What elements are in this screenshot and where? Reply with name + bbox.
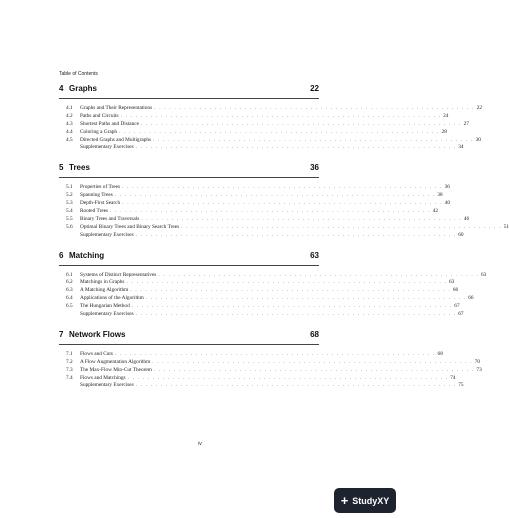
toc-entry[interactable] bbox=[59, 295, 474, 303]
section-page: 42 bbox=[432, 208, 438, 215]
section-page: 38 bbox=[437, 192, 443, 199]
badge-label: StudyXY bbox=[352, 495, 390, 506]
chapter-title: Matching bbox=[69, 250, 105, 260]
toc-entry[interactable] bbox=[59, 200, 451, 208]
toc-entry[interactable] bbox=[59, 311, 464, 319]
chapter-page: 63 bbox=[310, 250, 319, 260]
section-page: 68 bbox=[437, 350, 443, 357]
dot-leader: . . . . . . . . . . . . . . . . . . . . . . . . . . . . . . . . . . . . . . . . . . . . . . . . . . . . . . . . . . . . . . . . bbox=[181, 223, 502, 230]
section-page: 30 bbox=[475, 136, 481, 143]
section-page: 46 bbox=[463, 215, 470, 222]
chapter-title-group bbox=[59, 163, 90, 173]
section-title: Systems of Distinct Representatives bbox=[80, 271, 157, 278]
section-page: 73 bbox=[476, 366, 482, 373]
section-title: Rooted Trees bbox=[80, 208, 109, 215]
toc-entry[interactable] bbox=[59, 279, 455, 287]
dot-leader: . . . . . . . . . . . . . . . . . . . . . . . . . . . . . . . . . . . . . . . . . . . . . . . . . . . . . . . . . . . . . . . . bbox=[126, 279, 448, 286]
dot-leader: . . . . . . . . . . . . . . . . . . . . . . . . . . . . . . . . . . . . . . . . . . . . . . . . . . . . . . . . . . . . . . . . bbox=[130, 287, 451, 294]
toc-entry[interactable] bbox=[59, 128, 447, 137]
section-number: 4.4 bbox=[66, 128, 73, 135]
section-number: 6.5 bbox=[66, 303, 73, 310]
section-page: 22 bbox=[476, 105, 483, 111]
chapter-page: 36 bbox=[310, 163, 319, 173]
toc-entry[interactable] bbox=[59, 303, 460, 311]
toc-entry[interactable] bbox=[59, 105, 483, 113]
section-number: 7.4 bbox=[66, 374, 73, 381]
toc-entry[interactable] bbox=[59, 208, 438, 216]
section-title: The Hungarian Method bbox=[80, 303, 130, 310]
dot-leader: . . . . . . . . . . . . . . . . . . . . . . . . . . . . . . . . . . . . . . . . . . . . . . . . . . . . . . . . . . . . . . . . bbox=[153, 136, 474, 143]
chapter-section bbox=[59, 329, 482, 390]
studyxy-badge[interactable] bbox=[334, 488, 396, 513]
chapter-heading[interactable] bbox=[59, 84, 319, 99]
section-page: 66 bbox=[468, 295, 474, 302]
chapter-title-group bbox=[59, 84, 97, 94]
section-title: Applications of the Algorithm bbox=[80, 295, 144, 302]
dot-leader: . . . . . . . . . . . . . . . . . . . . . . . . . . . . . . . . . . . . . . . . . . . . . . . . . . . . . . . . . . . . . . . . bbox=[135, 382, 457, 389]
running-head: Table of Contents bbox=[59, 71, 98, 77]
dot-leader: . . . . . . . . . . . . . . . . . . . . . . . . . . . . . . . . . . . . . . . . . . . . . . . . . . . . . . . . . . . . . . . . bbox=[122, 200, 443, 207]
toc-entry[interactable] bbox=[59, 120, 469, 129]
section-number: 4.5 bbox=[66, 136, 73, 143]
section-page: 67 bbox=[454, 303, 460, 310]
section-number: 5.3 bbox=[66, 200, 73, 207]
chapter-title: Network Flows bbox=[69, 329, 126, 339]
section-page: 67 bbox=[458, 311, 464, 318]
toc-entry[interactable] bbox=[59, 215, 470, 224]
section-number: 6.4 bbox=[66, 295, 73, 302]
toc-entry[interactable] bbox=[59, 184, 450, 192]
toc-entry[interactable] bbox=[59, 358, 481, 367]
chapter-heading[interactable] bbox=[59, 330, 319, 345]
section-number: 5.5 bbox=[66, 215, 73, 222]
dot-leader: . . . . . . . . . . . . . . . . . . . . . . . . . . . . . . . . . . . . . . . . . . . . . . . . . . . . . . . . . . . . . . . . bbox=[158, 271, 479, 278]
toc-entry[interactable] bbox=[59, 223, 509, 232]
dot-leader: . . . . . . . . . . . . . . . . . . . . . . . . . . . . . . . . . . . . . . . . . . . . . . . . . . . . . . . . . . . . . . . . bbox=[131, 303, 453, 310]
section-title: Paths and Circuits bbox=[80, 112, 119, 119]
dot-leader: . . . . . . . . . . . . . . . . . . . . . . . . . . . . . . . . . . . . . . . . . . . . . . . . . . . . . . . . . . . . . . . . bbox=[154, 105, 475, 111]
plus-icon: + bbox=[340, 493, 349, 508]
section-title: Matchings in Graphs bbox=[80, 279, 125, 286]
section-number: 5.2 bbox=[66, 192, 73, 199]
toc-entry[interactable] bbox=[59, 192, 443, 200]
section-page: 36 bbox=[444, 184, 450, 191]
toc-entry[interactable] bbox=[59, 374, 456, 383]
section-title: Depth-First Search bbox=[80, 200, 121, 207]
section-page: 75 bbox=[458, 382, 464, 389]
toc-entry[interactable] bbox=[59, 382, 464, 390]
chapter-page: 68 bbox=[310, 329, 319, 339]
section-page: 66 bbox=[452, 287, 459, 294]
section-title: Optimal Binary Trees and Binary Search Trees bbox=[80, 223, 180, 230]
section-page: 28 bbox=[441, 128, 447, 135]
section-title: Flows and Cuts bbox=[80, 350, 113, 357]
section-page: 63 bbox=[449, 279, 455, 286]
dot-leader: . . . . . . . . . . . . . . . . . . . . . . . . . . . . . . . . . . . . . . . . . . . . . . . . . . . . . . . . . . . . . . . . bbox=[127, 374, 449, 381]
section-page: 27 bbox=[463, 120, 469, 127]
section-title: A Matching Algorithm bbox=[80, 287, 129, 294]
chapter-heading[interactable] bbox=[59, 163, 319, 178]
section-title: Graphs and Their Representations bbox=[80, 105, 153, 111]
toc-entry[interactable] bbox=[59, 271, 487, 280]
chapter-title: Trees bbox=[69, 163, 90, 173]
section-title: Binary Trees and Traversals bbox=[80, 215, 140, 222]
section-page: 60 bbox=[458, 231, 464, 238]
dot-leader: . . . . . . . . . . . . . . . . . . . . . . . . . . . . . . . . . . . . . . . . . . . . . . . . . . . . . . . . . . . . . . . . bbox=[153, 366, 475, 373]
chapter-number: 5 bbox=[59, 163, 64, 173]
section-number: 6.2 bbox=[66, 279, 73, 286]
chapter-title: Graphs bbox=[69, 84, 98, 93]
section-number: 6.1 bbox=[66, 271, 73, 278]
section-title: Supplementary Exercises bbox=[80, 382, 134, 389]
dot-leader: . . . . . . . . . . . . . . . . . . . . . . . . . . . . . . . . . . . . . . . . . . . . . . . . . . . . . . . . . . . . . . . . bbox=[114, 192, 436, 199]
section-title: Shortest Paths and Distance bbox=[80, 120, 139, 127]
section-number: 4.2 bbox=[66, 112, 73, 119]
toc-entry[interactable] bbox=[59, 144, 464, 152]
section-title: Supplementary Exercises bbox=[80, 231, 134, 238]
chapter-heading[interactable] bbox=[59, 251, 319, 266]
chapter-section bbox=[59, 250, 487, 319]
section-number: 5.1 bbox=[66, 184, 73, 191]
dot-leader: . . . . . . . . . . . . . . . . . . . . . . . . . . . . . . . . . . . . . . . . . . . . . . . . . . . . . . . . . . . . . . . . bbox=[135, 144, 457, 151]
section-title: Flows and Matchings bbox=[80, 374, 126, 381]
section-title: Supplementary Exercises bbox=[80, 311, 134, 318]
section-page: 40 bbox=[444, 200, 451, 207]
dot-leader: . . . . . . . . . . . . . . . . . . . . . . . . . . . . . . . . . . . . . . . . . . . . . . . . . . . . . . . . . . . . . . . . bbox=[141, 215, 462, 222]
section-page: 51 bbox=[503, 223, 509, 230]
section-title: Directed Graphs and Multigraphs bbox=[80, 136, 152, 143]
chapter-section bbox=[59, 84, 483, 152]
section-title: Properties of Trees bbox=[80, 184, 121, 191]
chapter-number: 7 bbox=[59, 329, 64, 339]
section-number: 7.3 bbox=[66, 366, 73, 373]
page-number: iv bbox=[198, 441, 202, 447]
toc-entry[interactable] bbox=[59, 366, 482, 375]
section-page: 34 bbox=[458, 144, 464, 151]
toc-entry[interactable] bbox=[59, 136, 481, 145]
chapter-number: 6 bbox=[59, 250, 64, 260]
dot-leader: . . . . . . . . . . . . . . . . . . . . . . . . . . . . . . . . . . . . . . . . . . . . . . . . . . . . . . . . . . . . . . . . bbox=[120, 112, 442, 119]
section-page: 24 bbox=[443, 112, 449, 119]
dot-leader: . . . . . . . . . . . . . . . . . . . . . . . . . . . . . . . . . . . . . . . . . . . . . . . . . . . . . . . . . . . . . . . . bbox=[122, 184, 443, 191]
section-title: Coloring a Graph bbox=[80, 128, 118, 135]
dot-leader: . . . . . . . . . . . . . . . . . . . . . . . . . . . . . . . . . . . . . . . . . . . . . . . . . . . . . . . . . . . . . . . . bbox=[135, 311, 457, 318]
chapter-section bbox=[59, 163, 509, 239]
section-title: The Max-Flow Min-Cut Theorem bbox=[80, 366, 152, 373]
toc-entry[interactable] bbox=[59, 350, 443, 359]
section-number: 6.3 bbox=[66, 287, 73, 294]
section-title: A Flow Augmentation Algorithm bbox=[80, 358, 151, 365]
section-number: 5.4 bbox=[66, 208, 73, 215]
table-of-contents bbox=[59, 84, 509, 401]
section-number: 4.3 bbox=[66, 120, 73, 127]
toc-entry[interactable] bbox=[59, 112, 449, 121]
section-number: 7.1 bbox=[66, 350, 73, 357]
chapter-title-group bbox=[59, 330, 125, 340]
section-number: 5.6 bbox=[66, 223, 73, 230]
section-page: 74 bbox=[450, 374, 456, 381]
dot-leader: . . . . . . . . . . . . . . . . . . . . . . . . . . . . . . . . . . . . . . . . . . . . . . . . . . . . . . . . . . . . . . . . bbox=[110, 208, 431, 215]
toc-entry[interactable] bbox=[59, 231, 464, 240]
dot-leader: . . . . . . . . . . . . . . . . . . . . . . . . . . . . . . . . . . . . . . . . . . . . . . . . . . . . . . . . . . . . . . . . bbox=[145, 295, 467, 302]
dot-leader: . . . . . . . . . . . . . . . . . . . . . . . . . . . . . . . . . . . . . . . . . . . . . . . . . . . . . . . . . . . . . . . . bbox=[135, 231, 457, 238]
chapter-title-group bbox=[59, 251, 104, 261]
section-page: 63 bbox=[480, 271, 487, 278]
section-number: 7.2 bbox=[66, 358, 73, 365]
section-number: 4.1 bbox=[66, 105, 73, 111]
dot-leader: . . . . . . . . . . . . . . . . . . . . . . . . . . . . . . . . . . . . . . . . . . . . . . . . . . . . . . . . . . . . . . . . bbox=[119, 128, 440, 135]
chapter-page: 22 bbox=[310, 84, 319, 93]
dot-leader: . . . . . . . . . . . . . . . . . . . . . . . . . . . . . . . . . . . . . . . . . . . . . . . . . . . . . . . . . . . . . . . . bbox=[141, 120, 462, 127]
dot-leader: . . . . . . . . . . . . . . . . . . . . . . . . . . . . . . . . . . . . . . . . . . . . . . . . . . . . . . . . . . . . . . . . bbox=[152, 358, 473, 365]
section-page: 70 bbox=[474, 358, 481, 365]
section-title: Supplementary Exercises bbox=[80, 144, 134, 151]
dot-leader: . . . . . . . . . . . . . . . . . . . . . . . . . . . . . . . . . . . . . . . . . . . . . . . . . . . . . . . . . . . . . . . . bbox=[114, 350, 436, 357]
section-title: Spanning Trees bbox=[80, 192, 113, 199]
chapter-number: 4 bbox=[59, 84, 64, 93]
